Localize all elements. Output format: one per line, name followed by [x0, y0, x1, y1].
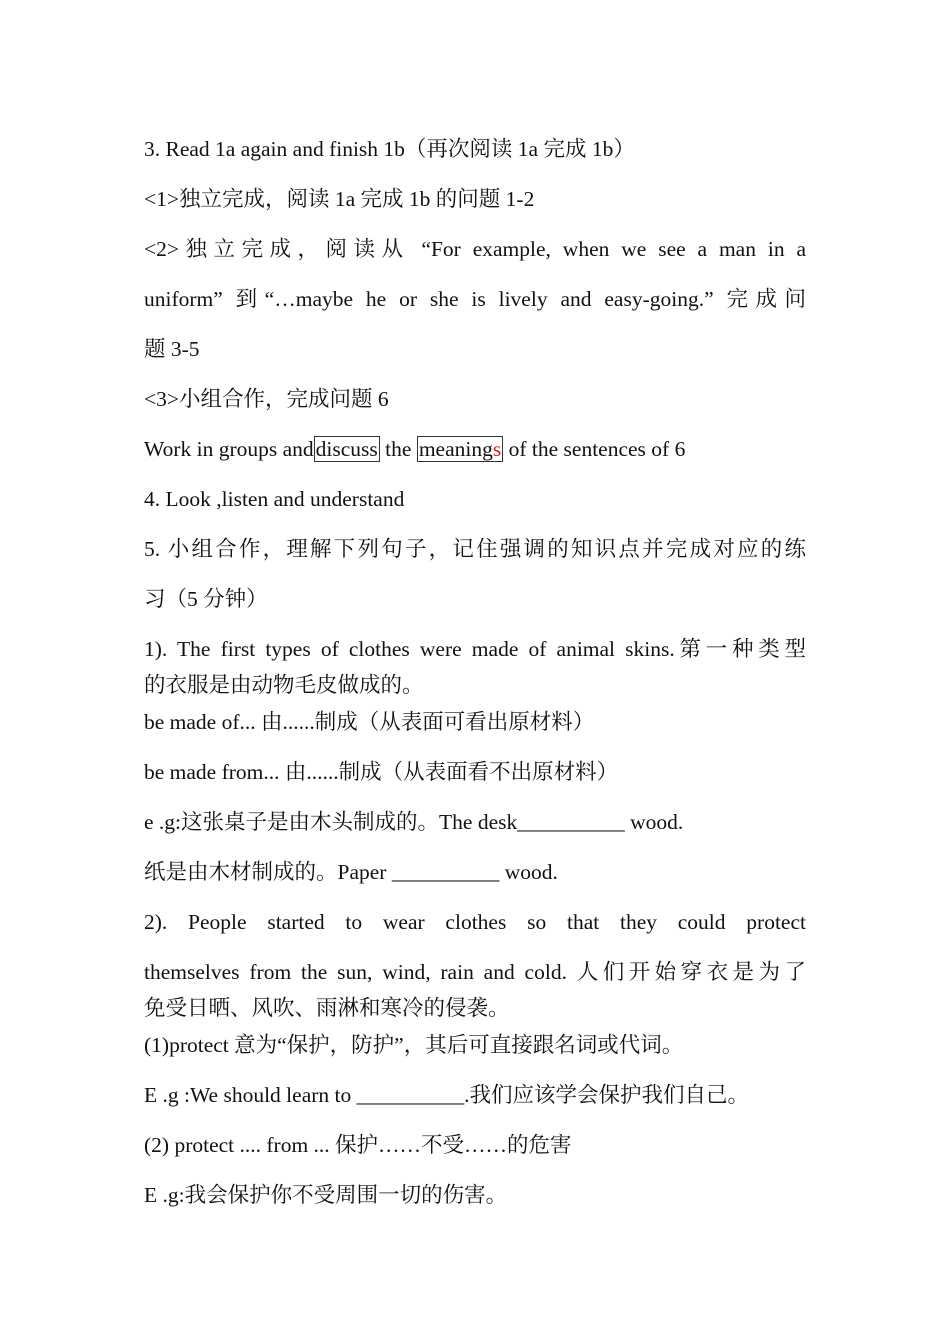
step-5-heading-line-2: 习（5 分钟）	[144, 587, 268, 611]
example-protect-ourselves: E .g :We should learn to __________.我们应该学会保护我们自己。	[144, 1083, 750, 1107]
example-paper: 纸是由木材制成的。Paper __________ wood.	[144, 860, 558, 884]
group-line-text-2: the	[385, 437, 412, 461]
step-3-task-2-line-2: uniform” 到“…maybe he or she is lively and easy-going.” 完成问	[144, 287, 806, 311]
example-desk: e .g:这张桌子是由木头制成的。The desk__________ wood.	[144, 810, 684, 834]
be-made-of-note: be made of... 由......制成（从表面可看出原材料）	[144, 710, 595, 734]
step-3-heading: 3. Read 1a again and finish 1b（再次阅读 1a 完成 1b）	[144, 137, 635, 161]
boxed-word-meanings	[417, 436, 503, 462]
sentence-2-line-3: 免受日晒、风吹、雨淋和寒冷的侵袭。	[144, 996, 510, 1020]
step-3-task-3: <3>小组合作，完成问题 6	[144, 387, 389, 411]
boxed-word-discuss: discuss	[315, 437, 378, 461]
be-made-from-note: be made from... 由......制成（从表面看不出原材料）	[144, 760, 619, 784]
group-line-text-1: Work in groups and	[144, 437, 314, 461]
group-line-text-3: of the sentences of 6	[508, 437, 686, 461]
protect-note-1: (1)protect 意为“保护，防护”，其后可直接跟名词或代词。	[144, 1033, 684, 1057]
meanings-red-suffix: s	[492, 437, 502, 461]
sentence-1-line-2: 的衣服是由动物毛皮做成的。	[144, 673, 424, 697]
step-3-task-2-line-3: 题 3-5	[144, 337, 200, 361]
example-protect-you: E .g:我会保护你不受周围一切的伤害。	[144, 1183, 508, 1207]
group-discussion-line	[144, 436, 806, 462]
sentence-2-line-1: 2). People started to wear clothes so that they could protect	[144, 910, 806, 934]
meanings-main: meaning	[418, 437, 493, 461]
sentence-2-line-2: themselves from the sun, wind, rain and cold. 人们开始穿衣是为了	[144, 960, 806, 984]
step-4-heading: 4. Look ,listen and understand	[144, 487, 405, 511]
step-5-heading-line-1: 5. 小组合作，理解下列句子，记住强调的知识点并完成对应的练	[144, 537, 806, 561]
step-3-task-1: <1>独立完成，阅读 1a 完成 1b 的问题 1-2	[144, 187, 535, 211]
protect-from-note: (2) protect .... from ... 保护……不受……的危害	[144, 1133, 572, 1157]
step-3-task-2-line-1: <2>独立完成，阅读从 “For example, when we see a man in a	[144, 237, 806, 261]
sentence-1-line-1: 1). The first types of clothes were made of animal skins.第一种类型	[144, 637, 806, 661]
